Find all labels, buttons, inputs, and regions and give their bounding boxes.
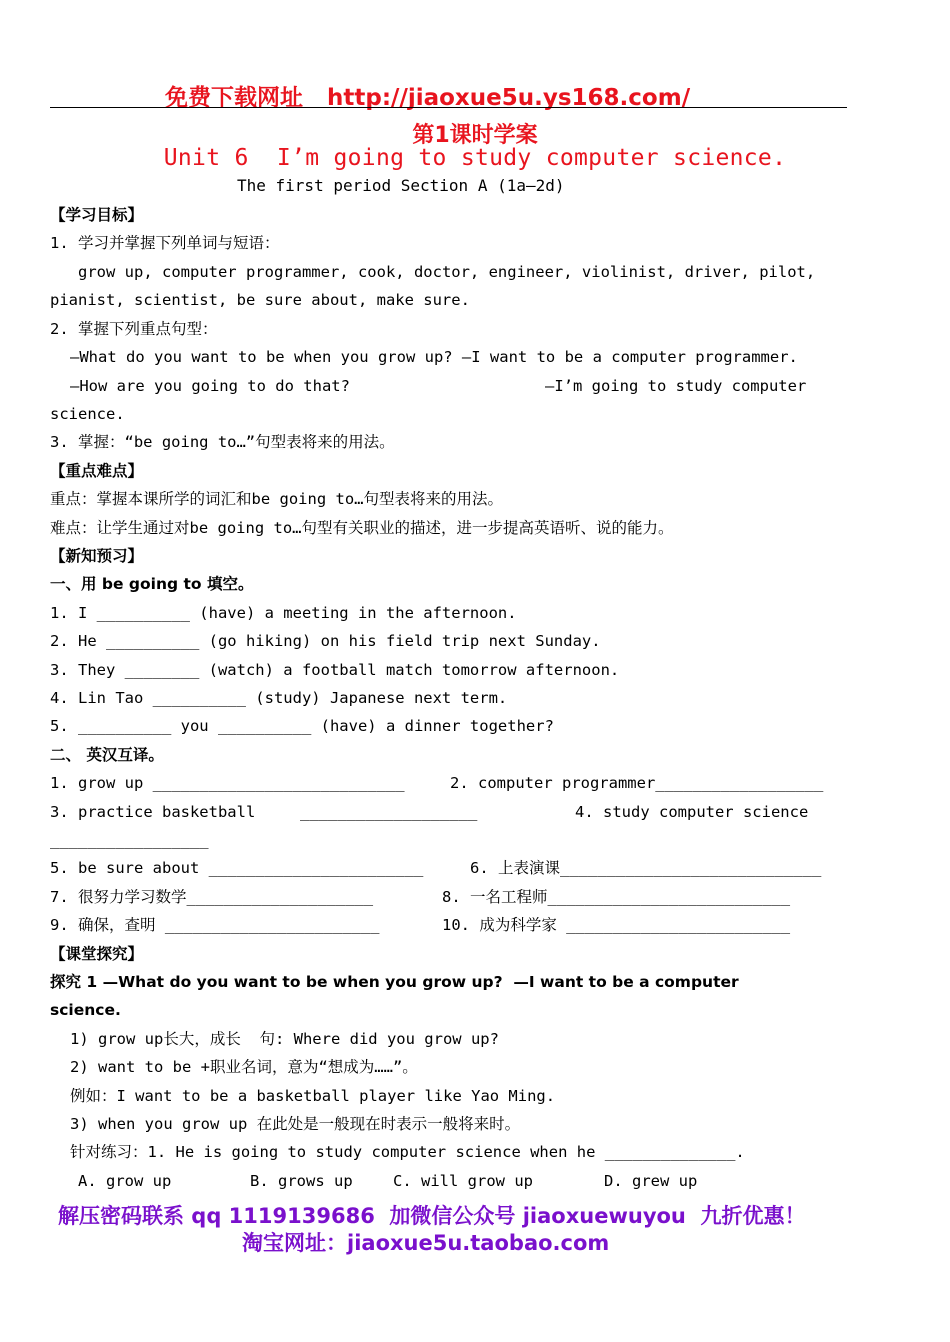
fill-question-3: 3. They ________ (watch) a football match tomorrow afternoon. [50, 661, 620, 679]
objective-item-2: 2. 掌握下列重点句型： [50, 320, 218, 338]
fill-question-4: 4. Lin Tao __________ (study) Japanese next term. [50, 689, 508, 707]
option-a: A. grow up [78, 1172, 172, 1190]
explore-1: 探究 1 —What do you want to be when you grow up? —I want to be a computer [50, 973, 739, 991]
sentence-pattern-1: —What do you want to be when you grow up? —I want to be a computer programmer. [70, 348, 798, 366]
sentence-pattern-2c: science. [50, 405, 125, 423]
translate-item-4-blank: _________________ [50, 831, 209, 849]
translate-item-2: 2. computer programmer__________________ [450, 774, 824, 792]
header-divider [50, 107, 847, 108]
vocab-line-1: grow up, computer programmer, cook, doctor, engineer, violinist, driver, pilot, [78, 263, 816, 281]
translate-item-5: 5. be sure about _______________________ [50, 859, 424, 877]
translate-item-8: 8. 一名工程师__________________________ [442, 888, 791, 906]
unit-title: Unit 6 I’m going to study computer science. [163, 145, 787, 171]
explore-1-continued: science. [50, 1001, 121, 1019]
translate-item-7: 7. 很努力学习数学____________________ [50, 888, 374, 906]
vocab-line-2: pianist, scientist, be sure about, make sure. [50, 291, 470, 309]
section-heading-key-points: 【重点难点】 [50, 462, 144, 480]
option-d: D. grew up [604, 1172, 698, 1190]
objective-item-1: 1. 学习并掌握下列单词与短语： [50, 234, 280, 252]
explore-example: 例如：I want to be a basketball player like Yao Ming. [70, 1087, 556, 1105]
translate-item-4: 4. study computer science [575, 803, 809, 821]
explore-point-3: 3) when you grow up 在此处是一般现在时表示一般将来时。 [70, 1115, 521, 1133]
fill-question-2: 2. He __________ (go hiking) on his field trip next Sunday. [50, 632, 601, 650]
option-b: B. grows up [250, 1172, 353, 1190]
section-heading-objectives: 【学习目标】 [50, 206, 144, 224]
period-title: The first period Section A (1a—2d) [237, 176, 565, 195]
sentence-pattern-2a: —How are you going to do that? [70, 377, 350, 395]
lesson-title: 第1课时学案 [412, 123, 538, 148]
translate-item-1: 1. grow up ___________________________ [50, 774, 405, 792]
sentence-pattern-2b: —I’m going to study computer [545, 377, 807, 395]
explore-point-1: 1) grow up长大，成长 句: Where did you grow up? [70, 1030, 499, 1048]
section-heading-explore: 【课堂探究】 [50, 945, 144, 963]
header-download-link[interactable]: 免费下载网址 http://jiaoxue5u.ys168.com/ [165, 85, 691, 111]
fill-question-1: 1. I __________ (have) a meeting in the afternoon. [50, 604, 517, 622]
translate-item-3-blank: ___________________ [300, 803, 478, 821]
fill-question-5: 5. __________ you __________ (have) a dinner together? [50, 717, 554, 735]
objective-item-3: 3. 掌握：“be going to…”句型表将来的用法。 [50, 433, 395, 451]
translate-item-6: 6. 上表演课____________________________ [470, 859, 822, 877]
translate-item-9: 9. 确保，查明 _______________________ [50, 916, 380, 934]
footer-contact: 解压密码联系 qq 1119139686 加微信公众号 jiaoxuewuyou 九折优惠！ [58, 1204, 806, 1228]
translate-item-10: 10. 成为科学家 ________________________ [442, 916, 791, 934]
option-c: C. will grow up [393, 1172, 533, 1190]
difficult-point: 难点：让学生通过对be going to…句型有关职业的描述，进一步提高英语听、说的能力。 [50, 519, 674, 537]
translate-item-3: 3. practice basketball [50, 803, 256, 821]
section-heading-preview: 【新知预习】 [50, 547, 144, 565]
practice-question: 针对练习：1. He is going to study computer science when he ______________. [70, 1143, 745, 1161]
part1-title: 一、用 be going to 填空。 [50, 575, 254, 593]
footer-taobao-link[interactable]: 淘宝网址：jiaoxue5u.taobao.com [242, 1231, 610, 1255]
explore-point-2: 2) want to be +职业名词，意为“想成为……”。 [70, 1058, 418, 1076]
part2-title: 二、 英汉互译。 [50, 746, 164, 764]
key-point: 重点：掌握本课所学的词汇和be going to…句型表将来的用法。 [50, 490, 503, 508]
